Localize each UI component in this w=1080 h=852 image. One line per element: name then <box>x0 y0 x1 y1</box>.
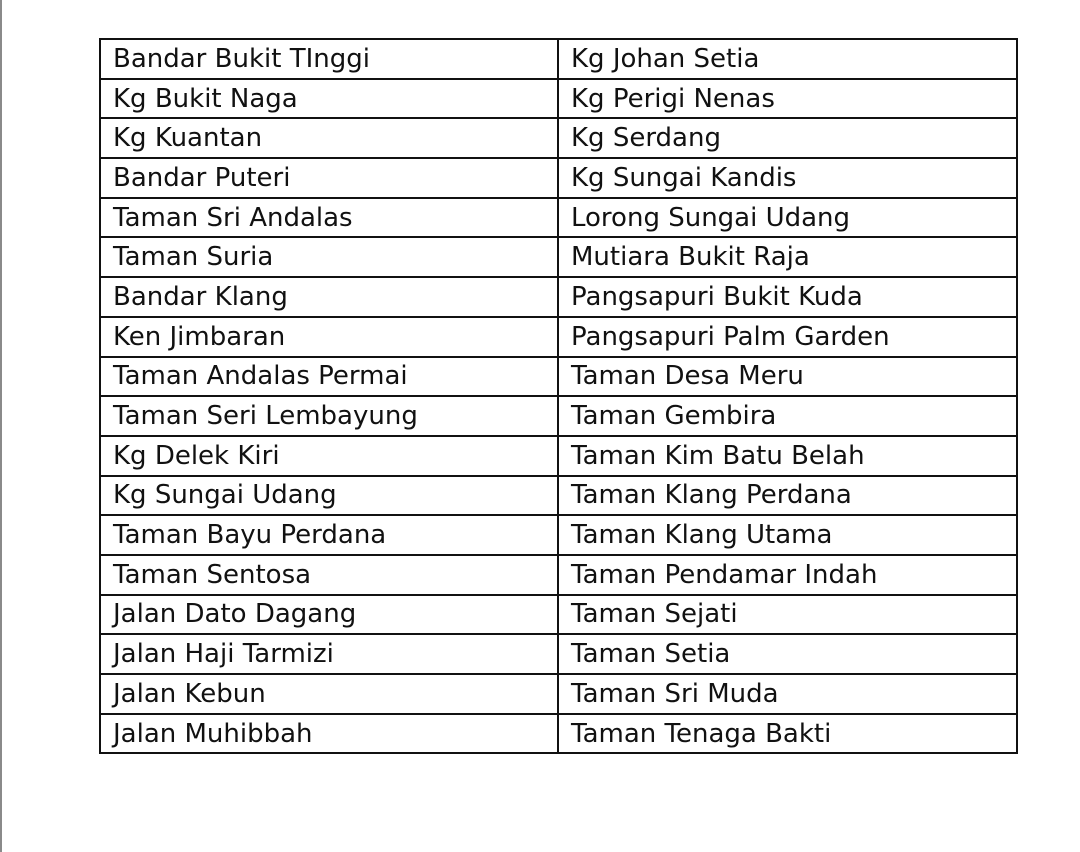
table-row <box>100 674 1017 714</box>
table-row <box>100 317 1017 357</box>
table-cell: Taman Sri Muda <box>558 674 1017 714</box>
table-cell: Kg Serdang <box>558 118 1017 158</box>
table-cell: Taman Kim Batu Belah <box>558 436 1017 476</box>
table-cell: Taman Gembira <box>558 396 1017 436</box>
table-cell: Kg Delek Kiri <box>100 436 558 476</box>
table-row <box>100 595 1017 635</box>
table-cell: Ken Jimbaran <box>100 317 558 357</box>
table-cell: Taman Klang Perdana <box>558 476 1017 516</box>
table-cell: Bandar Puteri <box>100 158 558 198</box>
table-cell: Taman Desa Meru <box>558 357 1017 397</box>
table-cell: Mutiara Bukit Raja <box>558 237 1017 277</box>
table-row <box>100 198 1017 238</box>
table-cell: Jalan Muhibbah <box>100 714 558 754</box>
table-cell: Pangsapuri Bukit Kuda <box>558 277 1017 317</box>
table-row <box>100 158 1017 198</box>
table-row <box>100 714 1017 754</box>
table-cell: Bandar Bukit TInggi <box>100 39 558 79</box>
table-cell: Jalan Kebun <box>100 674 558 714</box>
table-cell: Kg Bukit Naga <box>100 79 558 119</box>
table-cell: Taman Tenaga Bakti <box>558 714 1017 754</box>
area-list-table <box>99 38 1018 754</box>
table-row <box>100 396 1017 436</box>
table-cell: Taman Suria <box>100 237 558 277</box>
table-cell: Taman Seri Lembayung <box>100 396 558 436</box>
table-cell: Kg Perigi Nenas <box>558 79 1017 119</box>
table-row <box>100 515 1017 555</box>
table-cell: Kg Johan Setia <box>558 39 1017 79</box>
table-cell: Taman Bayu Perdana <box>100 515 558 555</box>
table-cell: Kg Sungai Udang <box>100 476 558 516</box>
table-row <box>100 118 1017 158</box>
table-cell: Taman Klang Utama <box>558 515 1017 555</box>
table-row <box>100 79 1017 119</box>
table-row <box>100 634 1017 674</box>
table-row <box>100 237 1017 277</box>
table-cell: Jalan Haji Tarmizi <box>100 634 558 674</box>
table-cell: Taman Andalas Permai <box>100 357 558 397</box>
table-row <box>100 39 1017 79</box>
table-cell: Pangsapuri Palm Garden <box>558 317 1017 357</box>
table-cell: Taman Sri Andalas <box>100 198 558 238</box>
table-cell: Kg Kuantan <box>100 118 558 158</box>
table-row <box>100 476 1017 516</box>
table-cell: Taman Sejati <box>558 595 1017 635</box>
table-row <box>100 555 1017 595</box>
table-cell: Lorong Sungai Udang <box>558 198 1017 238</box>
table-cell: Taman Setia <box>558 634 1017 674</box>
table-cell: Taman Sentosa <box>100 555 558 595</box>
table-row <box>100 436 1017 476</box>
table-row <box>100 277 1017 317</box>
table-cell: Kg Sungai Kandis <box>558 158 1017 198</box>
table-row <box>100 357 1017 397</box>
table-cell: Taman Pendamar Indah <box>558 555 1017 595</box>
table-cell: Bandar Klang <box>100 277 558 317</box>
table-cell: Jalan Dato Dagang <box>100 595 558 635</box>
area-list-body <box>100 39 1017 753</box>
